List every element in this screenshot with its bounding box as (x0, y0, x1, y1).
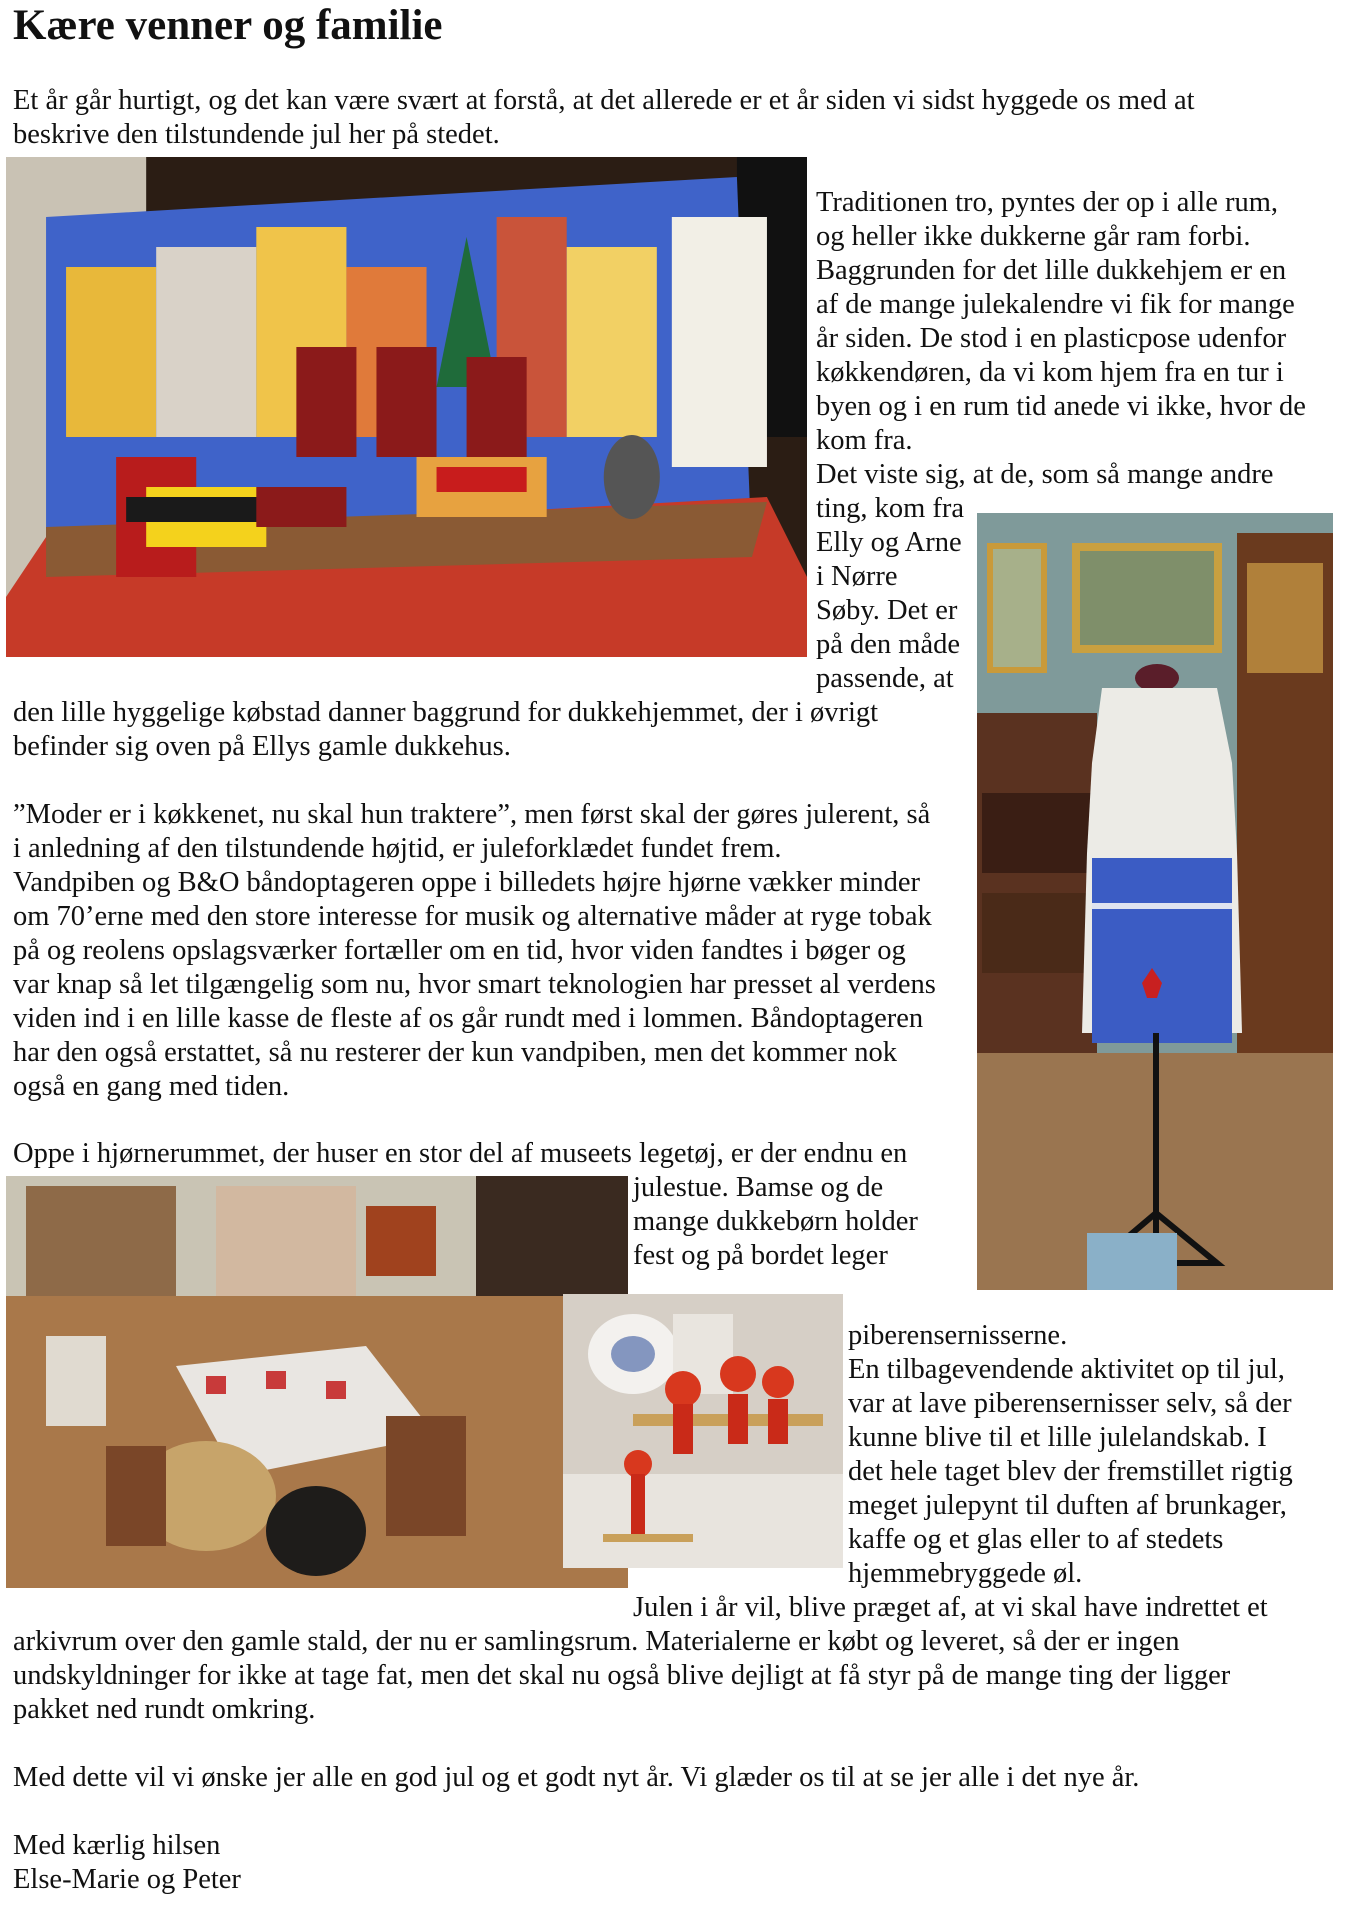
text-line: byen og i en rum tid anede vi ikke, hvor de (816, 391, 1306, 422)
text-line: om 70’erne med den store interesse for musik og alternative måder at ryge tobak (13, 901, 932, 932)
pipe-cleaner-elves-photo (563, 1294, 843, 1568)
text-line: fest og på bordet leger (633, 1240, 888, 1271)
elves-text-column (848, 1319, 1293, 1591)
text-line: på og reolens opslagsværker fortæller om en tid, hvor viden fandtes i bøger og (13, 935, 906, 966)
signoff (13, 1829, 241, 1897)
text-line: julestue. Bamse og de (633, 1172, 884, 1203)
text-line: arkivrum over den gamle stald, der nu er samlingsrum. Materialerne er købt og leveret, så der er ingen (13, 1626, 1180, 1657)
text-line: En tilbagevendende aktivitet op til jul, (848, 1354, 1285, 1385)
text-line: befinder sig oven på Ellys gamle dukkehus. (13, 731, 511, 762)
text-line: Oppe i hjørnerummet, der huser en stor del af museets legetøj, er der endnu en (13, 1138, 908, 1169)
text-line: kom fra. (816, 425, 913, 456)
text-line: viden ind i en lille kasse de fleste af os går rundt med i lommen. Båndoptageren (13, 1003, 924, 1034)
text-line: passende, at (816, 663, 954, 694)
text-line: var knap så let tilgængelig som nu, hvor smart teknologien har presset al verdens (13, 969, 936, 1000)
text-line: af de mange julekalendre vi fik for mange (816, 289, 1295, 320)
text-line: og heller ikke dukkerne går ram forbi. (816, 221, 1251, 252)
text-line: også en gang med tiden. (13, 1071, 290, 1102)
signoff-greeting: Med kærlig hilsen (13, 1830, 221, 1861)
text-line: Traditionen tro, pyntes der op i alle rum, (816, 187, 1278, 218)
text-line: beskrive den tilstundende jul her på stedet. (13, 119, 500, 150)
text-line: det hele taget blev der fremstillet rigtig (848, 1456, 1293, 1487)
text-line: den lille hyggelige købstad danner baggrund for dukkehjemmet, der i øvrigt (13, 697, 879, 728)
letter-title: Kære venner og familie (13, 2, 443, 49)
narrow-text-column (816, 492, 964, 696)
text-line: Baggrunden for det lille dukkehjem er en (816, 255, 1287, 286)
text-line: undskyldninger for ikke at tage fat, men det skal nu også blive dejligt at få styr på de mange ting der ligger (13, 1660, 1231, 1691)
text-line: i anledning af den tilstundende højtid, er juleforklædet fundet frem. (13, 833, 782, 864)
signoff-names: Else-Marie og Peter (13, 1864, 241, 1895)
archive-paragraph-start (633, 1591, 1268, 1625)
text-line: ”Moder er i køkkenet, nu skal hun traktere”, men først skal der gøres julerent, så (13, 799, 931, 830)
text-line: mange dukkebørn holder (633, 1206, 918, 1237)
text-line: Julen i år vil, blive præget af, at vi skal have indrettet et (633, 1592, 1268, 1623)
text-line: ting, kom fra (816, 493, 965, 524)
intro-paragraph (13, 84, 1195, 152)
text-line: Søby. Det er (816, 595, 958, 626)
toy-room-photo (6, 1176, 628, 1588)
text-line: Elly og Arne (816, 527, 962, 558)
dollhouse-photo (6, 157, 807, 657)
apron-paragraph (13, 798, 936, 1104)
text-line: har den også erstattet, så nu resterer der kun vandpiben, men det kommer nok (13, 1037, 898, 1068)
text-line: i Nørre (816, 561, 898, 592)
corner-room-intro (13, 1137, 907, 1171)
closing-paragraph (13, 1761, 1139, 1795)
text-line: kaffe og et glas eller to af stedets (848, 1524, 1224, 1555)
apron-photo (977, 513, 1333, 1290)
dollhouse-paragraph-end (13, 696, 878, 764)
dollhouse-text-column (816, 186, 1306, 492)
text-line: på den måde (816, 629, 961, 660)
text-line: Med dette vil vi ønske jer alle en god jul og et godt nyt år. Vi glæder os til at se jer alle i det nye år. (13, 1762, 1140, 1793)
text-line: Et år går hurtigt, og det kan være svært at forstå, at det allerede er et år siden vi sidst hyggede os med at (13, 85, 1195, 116)
text-line: meget julepynt til duften af brunkager, (848, 1490, 1287, 1521)
text-line: kunne blive til et lille julelandskab. I (848, 1422, 1267, 1453)
archive-paragraph (13, 1625, 1230, 1727)
text-line: køkkendøren, da vi kom hjem fra en tur i (816, 357, 1284, 388)
text-line: hjemmebryggede øl. (848, 1558, 1083, 1589)
text-line: var at lave piberensernisser selv, så der (848, 1388, 1292, 1419)
text-line: pakket ned rundt omkring. (13, 1694, 316, 1725)
text-line: år siden. De stod i en plasticpose udenfor (816, 323, 1287, 354)
text-line: Vandpiben og B&O båndoptageren oppe i billedets højre hjørne vækker minder (13, 867, 921, 898)
text-line: piberensernisserne. (848, 1320, 1068, 1351)
toy-room-text-column (633, 1171, 918, 1273)
text-line: Det viste sig, at de, som så mange andre (816, 459, 1274, 490)
